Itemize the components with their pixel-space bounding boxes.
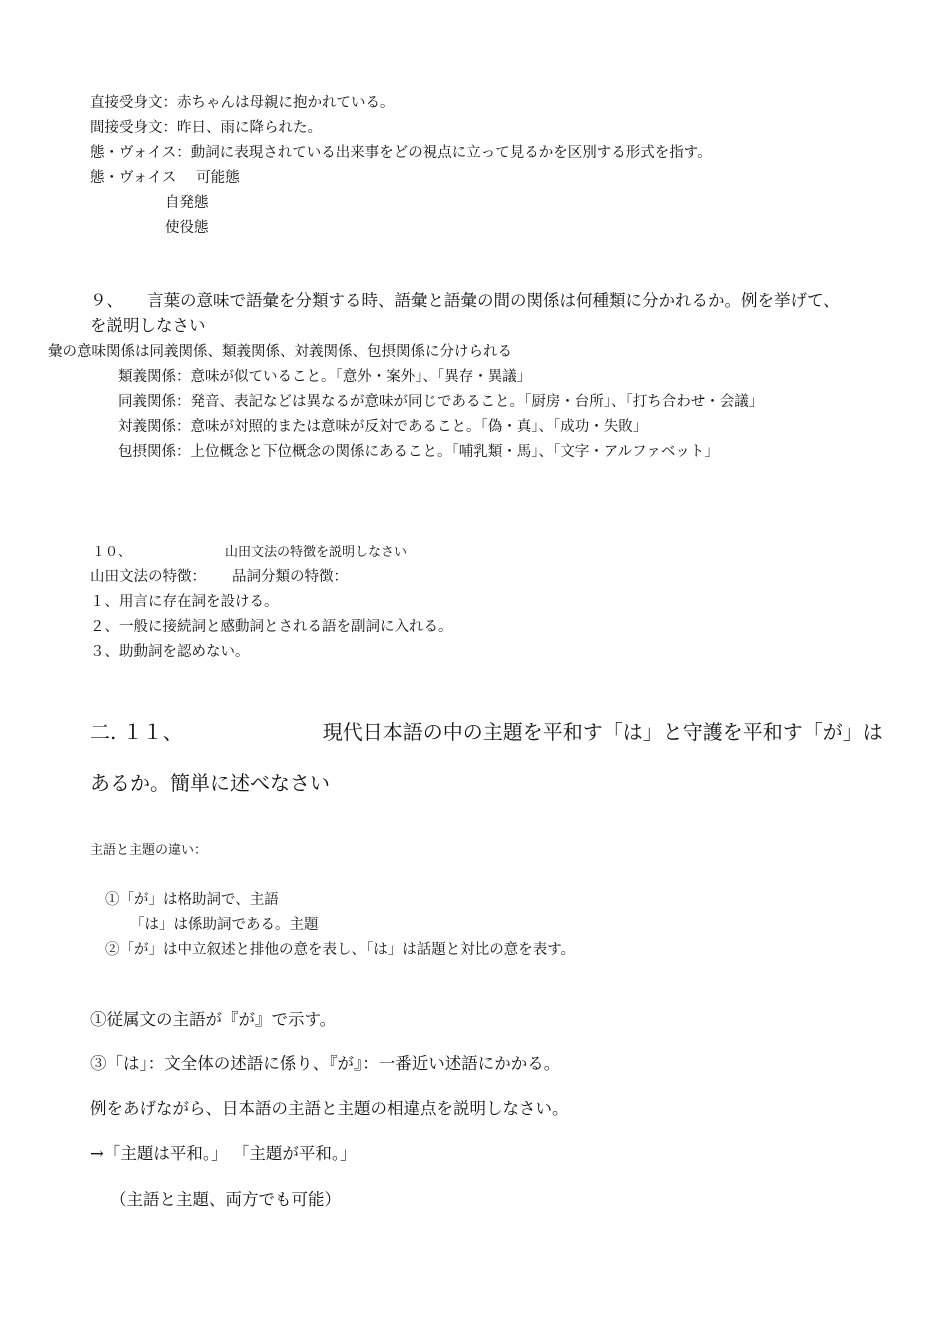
q11-number: 二. １１、: [90, 720, 183, 744]
q11-extra-5: （主語と主題、両方でも可能）: [110, 1190, 341, 1209]
q11-extra-1: ①従属文の主語が『が』で示す。: [90, 1010, 337, 1029]
q11-extra-2: ③「は」：文全体の述語に係り、『が』：一番近い述語にかかる。: [90, 1054, 561, 1073]
q9-item-equivalence: 同義関係：発音、表記などは異なるが意味が同じであること。「厨房・台所」、「打ち合わせ・会議」: [118, 394, 764, 410]
q10-item-1: １、用言に存在詞を設ける。: [90, 594, 279, 610]
voice-line-types: [90, 171, 240, 186]
q10-question: 山田文法の特徴を説明しなさい: [225, 545, 408, 560]
q11-extra-3: 例をあげながら、日本語の主語と主題の相違点を説明しなさい。: [90, 1099, 569, 1118]
q9-number: ９、: [90, 291, 123, 310]
q10-number: １０、: [92, 545, 132, 560]
voice-line-indirect-passive: 間接受身文：昨日、雨に降られた。: [90, 120, 322, 136]
q9-item-synonym: 類義関係：意味が似ていること。「意外・案外」、「異存・異議」: [118, 369, 532, 385]
q10-label-features: 山田文法の特徴：: [90, 569, 206, 585]
q11-title-cont: あるか。簡単に述べなさい: [90, 771, 330, 795]
q11-question: 現代日本語の中の主題を平和す「は」と守護を平和す「が」は: [322, 720, 883, 744]
q9-title: [90, 293, 840, 310]
q11-diff-label: 主語と主題の違い：: [90, 843, 208, 858]
voice-type-potential: 可能態: [196, 170, 240, 186]
voice-line-definition: 態・ヴォイス：動詞に表現されている出来事をどの視点に立って見るかを区別する形式を指す。: [90, 145, 712, 161]
q9-title-cont: を説明しなさい: [90, 316, 206, 335]
q10-label-pos: 品詞分類の特徴：: [232, 569, 348, 585]
q9-item-antonym: 対義関係：意味が対照的または意味が反対であること。「偽・真」、「成功・失敗」: [118, 419, 648, 435]
q9-question: 言葉の意味で語彙を分類する時、語彙と語彙の間の関係は何種類に分かれるか。例を挙げて、: [147, 291, 840, 310]
q11-point-2: ②「が」は中立叙述と排他の意を表し、「は」は話題と対比の意を表す。: [105, 942, 576, 958]
q11-title: [90, 722, 883, 742]
voice-type-spontaneous: 自発態: [165, 195, 209, 211]
voice-type-causative: 使役態: [165, 220, 209, 236]
q10-answer-head: [90, 570, 348, 585]
q10-item-2: ２、一般に接続詞と感動詞とされる語を副詞に入れる。: [90, 619, 453, 635]
voice-types-label: 態・ヴォイス: [90, 170, 177, 186]
q10-title: [92, 546, 407, 559]
q11-point-1b: 「は」は係助詞である。主題: [130, 917, 319, 933]
voice-line-direct-passive: 直接受身文：赤ちゃんは母親に抱かれている。: [90, 95, 395, 111]
q9-item-hyponymy: 包摂関係：上位概念と下位概念の関係にあること。「哺乳類・馬」、「文字・アルファベット」: [118, 444, 719, 460]
q11-extra-4: →「主題は平和。」 「主題が平和。」: [90, 1144, 357, 1163]
q9-answer-intro: 彙の意味関係は同義関係、類義関係、対義関係、包摂関係に分けられる: [48, 344, 512, 360]
q11-point-1: ①「が」は格助詞で、主語: [105, 892, 279, 908]
q10-item-3: ３、助動詞を認めない。: [90, 644, 250, 660]
